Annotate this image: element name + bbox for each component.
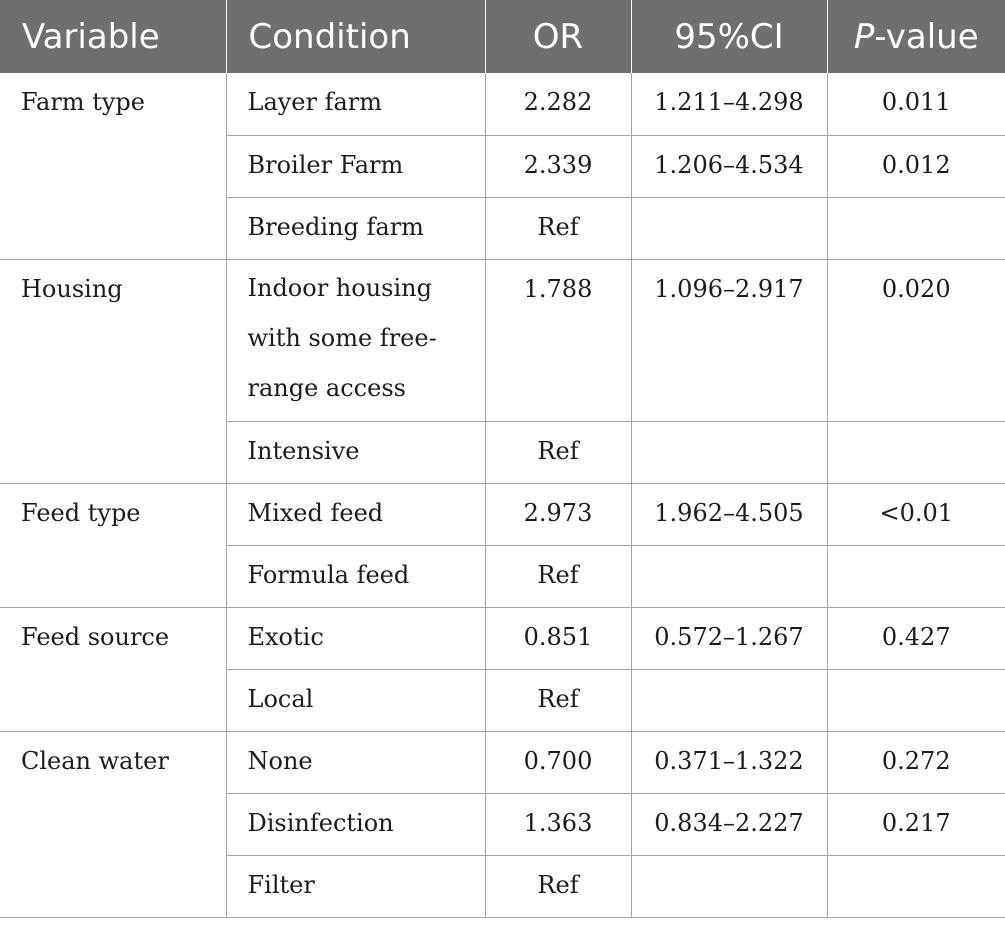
ci-cell: 1.096–2.917 bbox=[631, 259, 827, 421]
condition-cell: Layer farm bbox=[226, 73, 485, 135]
or-cell: 2.339 bbox=[485, 135, 631, 197]
table-row bbox=[0, 483, 1005, 545]
header-variable: Variable bbox=[0, 0, 226, 73]
table-row bbox=[0, 607, 1005, 669]
table-row bbox=[0, 731, 1005, 793]
p-value-cell bbox=[827, 545, 1005, 607]
p-value-cell: 0.012 bbox=[827, 135, 1005, 197]
variable-cell: Housing bbox=[0, 259, 226, 483]
condition-cell: None bbox=[226, 731, 485, 793]
table-body bbox=[0, 73, 1005, 917]
table-header bbox=[0, 0, 1005, 73]
ci-cell: 0.834–2.227 bbox=[631, 793, 827, 855]
condition-cell: Exotic bbox=[226, 607, 485, 669]
or-cell: 1.788 bbox=[485, 259, 631, 421]
p-value-cell: 0.020 bbox=[827, 259, 1005, 421]
condition-line: range access bbox=[247, 373, 406, 402]
ci-cell bbox=[631, 669, 827, 731]
p-value-cell bbox=[827, 197, 1005, 259]
ci-cell: 0.371–1.322 bbox=[631, 731, 827, 793]
p-value-cell bbox=[827, 669, 1005, 731]
header-ci: 95%CI bbox=[631, 0, 827, 73]
or-cell: Ref bbox=[485, 197, 631, 259]
or-cell: 2.973 bbox=[485, 483, 631, 545]
condition-cell: Filter bbox=[226, 855, 485, 917]
condition-cell: Disinfection bbox=[226, 793, 485, 855]
variable-cell: Clean water bbox=[0, 731, 226, 917]
or-cell: 0.851 bbox=[485, 607, 631, 669]
p-value-cell: 0.011 bbox=[827, 73, 1005, 135]
condition-cell: Formula feed bbox=[226, 545, 485, 607]
ci-cell: 1.211–4.298 bbox=[631, 73, 827, 135]
condition-line: with some free- bbox=[247, 323, 437, 352]
or-cell: 1.363 bbox=[485, 793, 631, 855]
variable-cell: Feed type bbox=[0, 483, 226, 607]
ci-cell: 1.962–4.505 bbox=[631, 483, 827, 545]
condition-cell: Broiler Farm bbox=[226, 135, 485, 197]
header-row bbox=[0, 0, 1005, 73]
header-p-rest: -value bbox=[874, 16, 979, 57]
condition-cell: Local bbox=[226, 669, 485, 731]
p-value-cell bbox=[827, 855, 1005, 917]
variable-cell: Feed source bbox=[0, 607, 226, 731]
p-value-cell: 0.217 bbox=[827, 793, 1005, 855]
ci-cell: 1.206–4.534 bbox=[631, 135, 827, 197]
condition-line: Indoor housing bbox=[247, 273, 432, 302]
variable-cell: Farm type bbox=[0, 73, 226, 259]
header-p-value bbox=[827, 0, 1005, 73]
ci-cell bbox=[631, 197, 827, 259]
condition-cell: Mixed feed bbox=[226, 483, 485, 545]
ci-cell bbox=[631, 855, 827, 917]
p-value-cell: 0.427 bbox=[827, 607, 1005, 669]
ci-cell: 0.572–1.267 bbox=[631, 607, 827, 669]
or-cell: Ref bbox=[485, 545, 631, 607]
header-or: OR bbox=[485, 0, 631, 73]
condition-cell: Intensive bbox=[226, 421, 485, 483]
p-value-cell: <0.01 bbox=[827, 483, 1005, 545]
table-row bbox=[0, 259, 1005, 421]
header-p-italic: P bbox=[853, 16, 875, 57]
ci-cell bbox=[631, 545, 827, 607]
or-cell: 0.700 bbox=[485, 731, 631, 793]
or-cell: Ref bbox=[485, 421, 631, 483]
header-condition: Condition bbox=[226, 0, 485, 73]
condition-cell: Breeding farm bbox=[226, 197, 485, 259]
p-value-cell bbox=[827, 421, 1005, 483]
or-cell: Ref bbox=[485, 855, 631, 917]
p-value-cell: 0.272 bbox=[827, 731, 1005, 793]
or-cell: Ref bbox=[485, 669, 631, 731]
or-cell: 2.282 bbox=[485, 73, 631, 135]
table-row bbox=[0, 73, 1005, 135]
ci-cell bbox=[631, 421, 827, 483]
condition-cell bbox=[226, 259, 485, 421]
